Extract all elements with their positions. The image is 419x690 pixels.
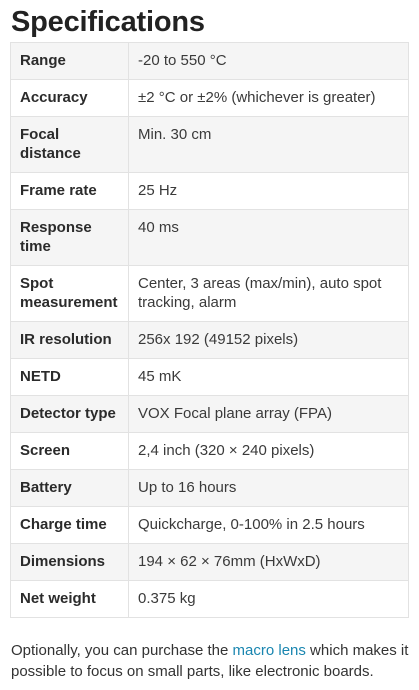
spec-value: ±2 °C or ±2% (whichever is greater) [129,80,409,117]
specifications-table-body [11,43,409,618]
spec-label: Charge time [11,507,129,544]
table-row [11,581,409,618]
table-row [11,117,409,173]
table-row [11,470,409,507]
spec-label: Spot measurement [11,266,129,322]
spec-label: Detector type [11,396,129,433]
spec-value: 0.375 kg [129,581,409,618]
spec-value: 256x 192 (49152 pixels) [129,322,409,359]
spec-value: VOX Focal plane array (FPA) [129,396,409,433]
table-row [11,173,409,210]
macro-lens-link[interactable]: macro lens [232,642,306,659]
spec-value: Up to 16 hours [129,470,409,507]
spec-value: 40 ms [129,210,409,266]
spec-value: 194 × 62 × 76mm (HxWxD) [129,544,409,581]
spec-label: IR resolution [11,322,129,359]
spec-label: Accuracy [11,80,129,117]
spec-label: Frame rate [11,173,129,210]
specifications-table [10,42,409,618]
spec-value: 25 Hz [129,173,409,210]
spec-label: Response time [11,210,129,266]
spec-label: Battery [11,470,129,507]
spec-label: Dimensions [11,544,129,581]
macro-lens-note [11,640,411,682]
note-text-before: Optionally, you can purchase the [11,642,233,659]
page-title: Specifications [11,6,205,38]
table-row [11,433,409,470]
note-text-after: which makes it possible to focus on small parts, like electronic boards. [11,642,409,680]
spec-value: -20 to 550 °C [129,43,409,80]
table-row [11,80,409,117]
table-row [11,396,409,433]
table-row [11,266,409,322]
spec-label: Screen [11,433,129,470]
table-row [11,322,409,359]
spec-value: 2,4 inch (320 × 240 pixels) [129,433,409,470]
table-row [11,544,409,581]
table-row [11,359,409,396]
spec-value: Center, 3 areas (max/min), auto spot tracking, alarm [129,266,409,322]
table-row [11,43,409,80]
spec-value: 45 mK [129,359,409,396]
spec-label: NETD [11,359,129,396]
spec-value: Min. 30 cm [129,117,409,173]
spec-value: Quickcharge, 0-100% in 2.5 hours [129,507,409,544]
table-row [11,507,409,544]
table-row [11,210,409,266]
spec-label: Net weight [11,581,129,618]
spec-label: Range [11,43,129,80]
spec-label: Focal distance [11,117,129,173]
